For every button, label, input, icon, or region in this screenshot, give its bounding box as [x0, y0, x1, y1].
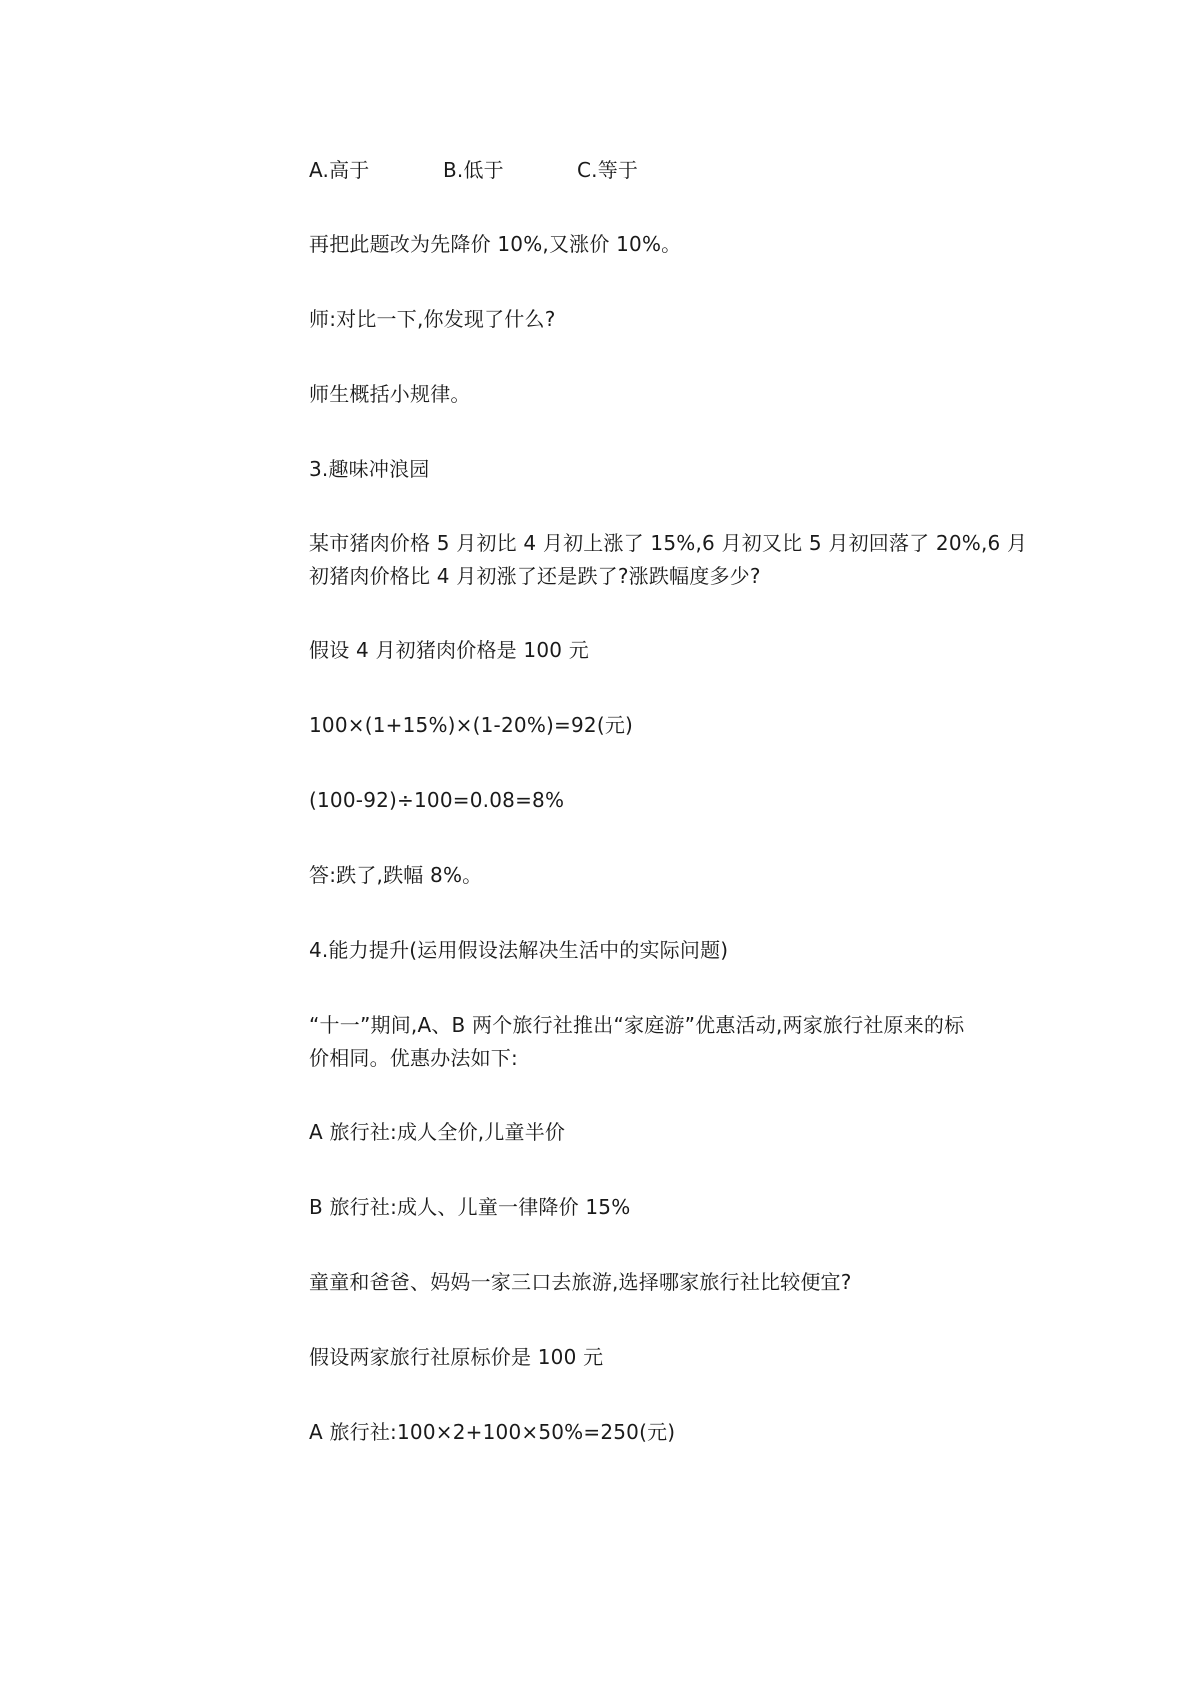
formula-line: A 旅行社:100×2+100×50%=250(元)	[309, 1420, 676, 1444]
section-heading: 4.能力提升(运用假设法解决生活中的实际问题)	[309, 938, 729, 962]
formula-line: 100×(1+15%)×(1-20%)=92(元)	[309, 713, 634, 737]
paragraph-line: 师生概括小规律。	[309, 382, 471, 406]
paragraph-line: 假设两家旅行社原标价是 100 元	[309, 1345, 604, 1369]
paragraph-line: B 旅行社:成人、儿童一律降价 15%	[309, 1195, 631, 1219]
formula-line: (100-92)÷100=0.08=8%	[309, 788, 565, 812]
paragraph-line: 童童和爸爸、妈妈一家三口去旅游,选择哪家旅行社比较便宜?	[309, 1270, 852, 1294]
paragraph-line: 某市猪肉价格 5 月初比 4 月初上涨了 15%,6 月初又比 5 月初回落了 20%,6 月	[309, 531, 1028, 555]
paragraph-line: 价相同。优惠办法如下:	[309, 1046, 518, 1070]
paragraph-line: 再把此题改为先降价 10%,又涨价 10%。	[309, 232, 682, 256]
paragraph-line: A 旅行社:成人全价,儿童半价	[309, 1120, 566, 1144]
paragraph-line: 答:跌了,跌幅 8%。	[309, 863, 483, 887]
option-b: B.低于	[443, 158, 504, 182]
option-a: A.高于	[309, 158, 370, 182]
paragraph-line: “十一”期间,A、B 两个旅行社推出“家庭游”优惠活动,两家旅行社原来的标	[309, 1013, 965, 1037]
paragraph-line: 假设 4 月初猪肉价格是 100 元	[309, 638, 589, 662]
paragraph-line: 师:对比一下,你发现了什么?	[309, 307, 556, 331]
section-heading: 3.趣味冲浪园	[309, 457, 430, 481]
paragraph-line: 初猪肉价格比 4 月初涨了还是跌了?涨跌幅度多少?	[309, 564, 761, 588]
option-c: C.等于	[577, 158, 639, 182]
